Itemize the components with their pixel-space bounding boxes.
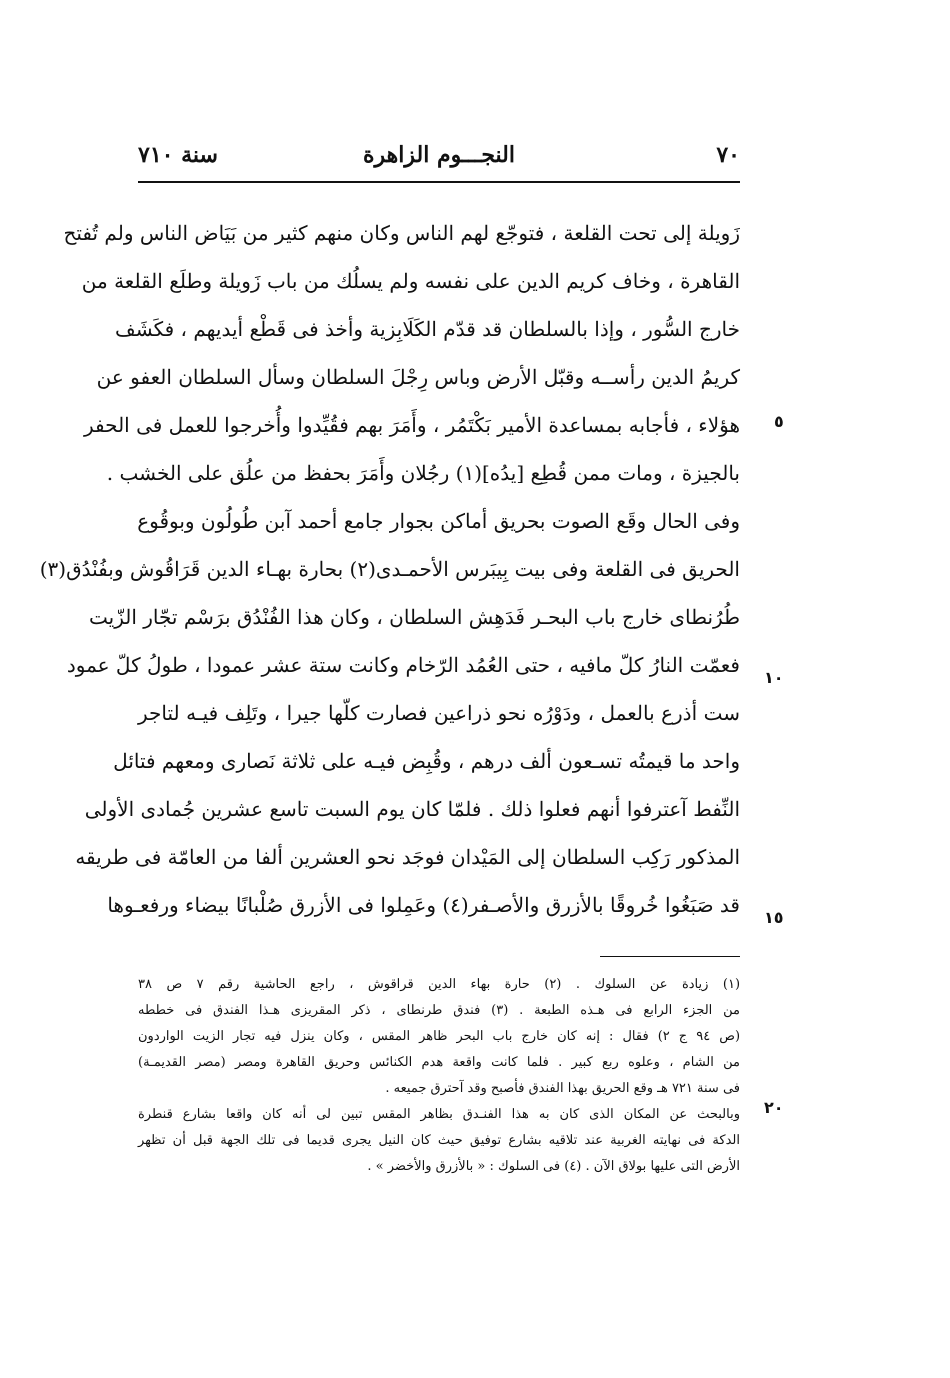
footnote-line: الدكة فى نهايته الغربية عند تلاقيه بشارع توفيق حيث كان النيل يجرى قديما فى تلك الجهة قبل أن تظهر <box>138 1133 740 1148</box>
page-number: ٧٠ <box>716 142 740 168</box>
text-line: النِّفط آعترفوا أنهم فعلوا ذلك . فلمّا كان يوم السبت تاسع عشرين جُمادى الأولى <box>84 797 740 821</box>
main-text <box>39 209 740 929</box>
year-label: سنة ٧١٠ <box>138 142 218 168</box>
footnote-line: فى سنة ٧٢١ هـ وقع الحريق بهذا الفندق فأصبح وقد آحترق جميعه . <box>385 1081 740 1096</box>
line-mark-20: ٢٠ <box>764 1098 784 1117</box>
footnote-separator <box>600 956 740 957</box>
footnote-line: الأرض التى عليها بولاق الآن . (٤) فى السلوك : « بالأزرق والأخضر » . <box>367 1159 740 1174</box>
line-mark-5: ٥ <box>774 412 784 431</box>
text-line: طُرُنطاى خارج باب البحـر فَدَهِش السلطان ، وكان هذا الفُنْدُق برَسْم تجّار الزّيت <box>89 605 740 629</box>
text-line: هؤلاء ، فأجابه بمساعدة الأمير بَكْتَمُر ، وأَمَرَ بهم فقُيِّدوا وأُخرجوا للعمل فى الحفر <box>84 413 740 437</box>
book-title: النجـــوم الزاهرة <box>363 142 515 168</box>
line-mark-10: ١٠ <box>764 668 784 687</box>
text-line: فعمّت النارُ كلّ مافيه ، حتى العُمُد الرّخام وكانت ستة عشر عمودا ، طولُ كلّ عمود <box>66 653 740 677</box>
footnote-line: (ص ٩٤ ج ٢) فقال : إنه كان خارج باب البحر ظاهر المقس ، وكان ينزل فيه تجار الزيت الواردون <box>138 1029 741 1044</box>
text-line: المذكور رَكِب السلطان إلى المَيْدان فوجَد نحو العشرين ألفا من العامّة فى طريقه <box>75 845 740 869</box>
text-line: زَويلة إلى تحت القلعة ، فتوجّع لهم الناس وكان منهم كثير من بَيَاض الناس ولم تُفتح <box>63 221 740 245</box>
text-line: قد صَبَغُوا خُروقًا بالأزرق والأصـفر(٤) وعَمِلوا فى الأزرق صُلْبانًا بيضاء ورفعـوها <box>107 893 740 917</box>
text-line: الحريق فى القلعة وفى بيت بِيبَرس الأحمـدى(٢) بحارة بهـاء الدين قَرَاقُوش وبفُنْدُق(٣) <box>39 557 740 581</box>
footnotes <box>138 972 740 1180</box>
footnote-line: (١) زيادة عن السلوك . (٢) حارة بهاء الدين قراقوش ، راجع الحاشية رقم ٧ ص ٣٨ <box>138 977 741 992</box>
footnote-line: من الشام ، وعلوه ربع كبير . فلما كانت واقعة هدم الكنائس وحريق القاهرة ومصر (مصر القديمـة) <box>138 1055 740 1070</box>
text-line: واحد ما قيمتُه تسـعون ألف درهم ، وقُبِض فيـه على ثلاثة نَصارى ومعهم فتائل <box>113 749 740 773</box>
running-header <box>138 140 740 176</box>
text-line: وفى الحال وقَع الصوت بحريق أماكن بجوار جامع أحمد آبن طُولُون وبوقُوع <box>137 509 740 533</box>
line-mark-15: ١٥ <box>764 908 784 927</box>
text-line: خارج السُّور ، وإذا بالسلطان قد قدّم الكَلَابِزية وأخذ فى قَطْع أيديهم ، فكَشَف <box>115 317 740 341</box>
text-line: كريمُ الدين رأســه وقبّل الأرض وباس رِجْلَ السلطان وسأل السلطان العفو عن <box>96 365 740 389</box>
footnote-line: وبالبحث عن المكان الذى كان به هذا الفنـدق بظاهر المقس تبين لى أنه كان واقعا بشارع قنطرة <box>138 1107 740 1122</box>
header-rule <box>138 181 740 183</box>
footnote-line: من الجزء الرابع فى هـذه الطبعة . (٣) فندق طرنطاى ، ذكر المقريزى هـذا الفندق فى خططه <box>138 1003 740 1018</box>
text-line: ست أذرع بالعمل ، ودَوْرُه نحو ذراعين فصارت كلّها جيرا ، وتَلِف فيـه لتاجر <box>138 701 740 725</box>
text-line: بالجيزة ، ومات ممن قُطِع [يدُه](١) رجُلان وأَمَرَ بحفظ من علُق على الخشب . <box>106 461 740 485</box>
text-line: القاهرة ، وخاف كريم الدين على نفسه ولم يسلُك من باب زَويلة وطلَع القلعة من <box>81 269 740 293</box>
